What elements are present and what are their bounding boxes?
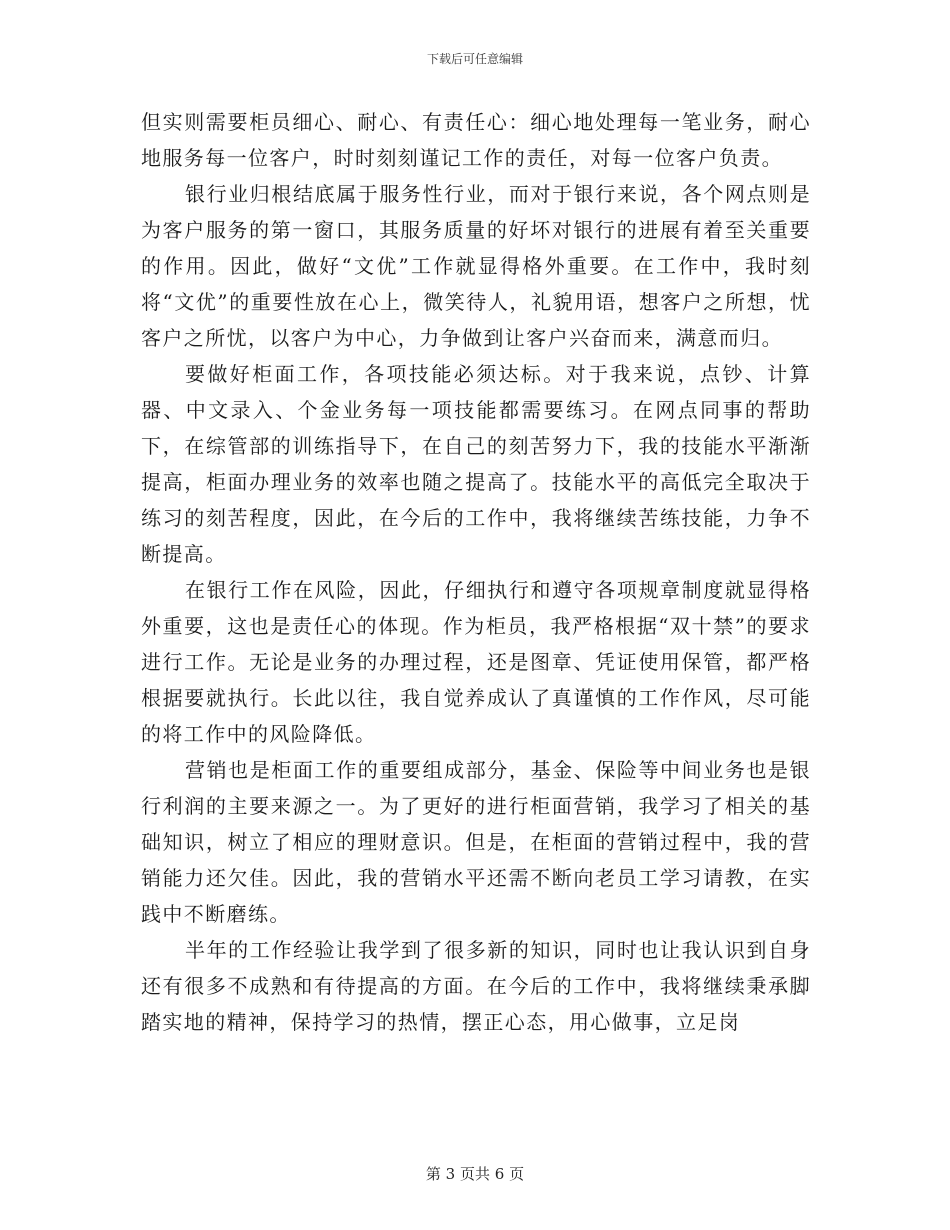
- paragraph-marketing: 营销也是柜面工作的重要组成部分，基金、保险等中间业务也是银行利润的主要来源之一。为了更好的进行柜面营销，我学习了相关的基础知识，树立了相应的理财意识。但是，在柜面的营销过程中，我的营销能力还欠佳。因此，我的营销水平还需不断向老员工学习请教，在实践中不断磨练。: [141, 758, 811, 926]
- paragraph-service: 银行业归根结底属于服务性行业，而对于银行来说，各个网点则是为客户服务的第一窗口，其服务质量的好坏对银行的进展有着至关重要的作用。因此，做好“文优”工作就显得格外重要。在工作中，我时刻将“文优”的重要性放在心上，微笑待人，礼貌用语，想客户之所想，忧客户之所忧，以客户为中心，力争做到让客户兴奋而来，满意而归。: [141, 182, 811, 350]
- page-header: 下载后可任意编辑: [426, 52, 523, 66]
- page-number-footer: 第 3 页共 6 页: [425, 1165, 525, 1183]
- paragraph-risk: 在银行工作在风险，因此，仔细执行和遵守各项规章制度就显得格外重要，这也是责任心的体现。作为柜员，我严格根据“双十禁”的要求进行工作。无论是业务的办理过程，还是图章、凭证使用保管，都严格根据要就执行。长此以往，我自觉养成认了真谨慎的工作作风，尽可能的将工作中的风险降低。: [141, 578, 811, 746]
- paragraph-skills: 要做好柜面工作，各项技能必须达标。对于我来说，点钞、计算器、中文录入、个金业务每一项技能都需要练习。在网点同事的帮助下，在综管部的训练指导下，在自己的刻苦努力下，我的技能水平渐渐提高，柜面办理业务的效率也随之提高了。技能水平的高低完全取决于练习的刻苦程度，因此，在今后的工作中，我将继续苦练技能，力争不断提高。: [141, 362, 811, 566]
- paragraph-continued: 但实则需要柜员细心、耐心、有责任心：细心地处理每一笔业务，耐心地服务每一位客户，时时刻刻谨记工作的责任，对每一位客户负责。: [141, 110, 811, 170]
- document-body: [141, 104, 811, 1040]
- paragraph-summary: 半年的工作经验让我学到了很多新的知识，同时也让我认识到自身还有很多不成熟和有待提高的方面。在今后的工作中，我将继续秉承脚踏实地的精神，保持学习的热情，摆正心态，用心做事，立足岗: [141, 938, 811, 1034]
